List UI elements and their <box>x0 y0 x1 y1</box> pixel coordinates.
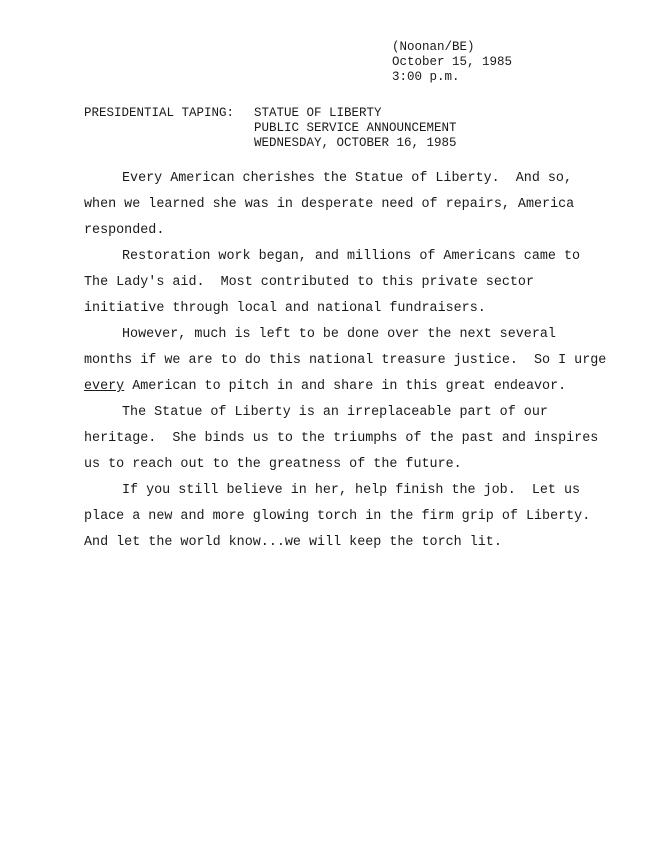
paragraph-3-line-3 <box>84 374 584 400</box>
taping-air-date: WEDNESDAY, OCTOBER 16, 1985 <box>254 136 457 150</box>
paragraph-5-line-2: place a new and more glowing torch in the firm grip of Liberty. <box>84 509 591 524</box>
paragraph-2-line-2: The Lady's aid. Most contributed to this private sector <box>84 275 534 290</box>
paragraph-1-line-3: responded. <box>84 223 165 238</box>
document-header <box>392 40 512 85</box>
paragraph-2-line-3: initiative through local and national fundraisers. <box>84 301 486 316</box>
paragraph-4-line-1: The Statue of Liberty is an irreplaceable part of our <box>122 405 548 420</box>
document-time: 3:00 p.m. <box>392 70 460 84</box>
paragraph-4-line-2: heritage. She binds us to the triumphs of the past and inspires <box>84 431 599 446</box>
paragraph-4-line-3: us to reach out to the greatness of the future. <box>84 457 462 472</box>
taping-type: PUBLIC SERVICE ANNOUNCEMENT <box>254 121 457 135</box>
paragraph-1-line-2: when we learned she was in desperate need of repairs, America <box>84 197 575 212</box>
paragraph-3-line-3-rest: American to pitch in and share in this great endeavor. <box>124 379 567 394</box>
underlined-word-every: every <box>84 379 125 394</box>
taping-info <box>254 106 457 151</box>
paragraph-3-line-2: months if we are to do this national treasure justice. So I urge <box>84 353 607 368</box>
paragraph-2-line-1: Restoration work began, and millions of Americans came to <box>122 249 581 264</box>
document-date: October 15, 1985 <box>392 55 513 69</box>
paragraph-3-line-1: However, much is left to be done over the next several <box>122 327 556 342</box>
taping-subject: STATUE OF LIBERTY <box>254 106 382 120</box>
script-body <box>84 166 607 556</box>
paragraph-1-line-1: Every American cherishes the Statue of Liberty. And so, <box>122 171 572 186</box>
author-initials: (Noonan/BE) <box>392 40 475 54</box>
taping-label: PRESIDENTIAL TAPING: <box>84 106 235 120</box>
paragraph-5-line-1: If you still believe in her, help finish the job. Let us <box>122 483 581 498</box>
paragraph-5-line-3: And let the world know...we will keep the torch lit. <box>84 535 502 550</box>
